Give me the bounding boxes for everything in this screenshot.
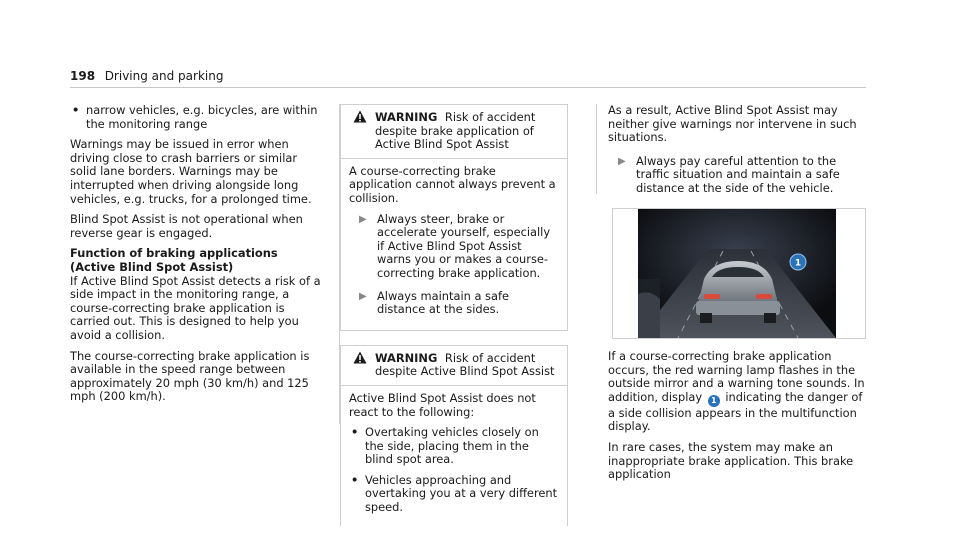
paragraph: Blind Spot Assist is not operational when reverse gear is engaged. — [70, 212, 303, 240]
warning-title: Risk of accident despite brake application of Active Blind Spot Assist — [375, 110, 536, 152]
list-item: • Vehicles approaching and overtaking you at a very different speed. — [351, 472, 558, 515]
warning-box — [340, 104, 568, 331]
callout-badge: 1 — [708, 395, 720, 407]
header-divider — [70, 87, 866, 88]
page-header — [70, 70, 223, 88]
column-right-lower — [608, 350, 866, 489]
bullet-icon: • — [351, 472, 359, 487]
paragraph: As a result, Active Blind Spot Assist may neither give warnings nor intervene in such situations. — [608, 103, 857, 145]
warning-body — [341, 386, 567, 526]
bullet-icon: • — [351, 425, 359, 440]
paragraph: If a course-correcting brake application occurs, the red warning lamp flashes in the outside mirror and a warning tone sounds. In addition, display 1 indicating the danger of a side collision appears in the multifunction display. — [608, 349, 865, 434]
paragraph: Warnings may be issued in error when driving close to crash barriers or similar solid lane borders. Warnings may be interrupted when driving alongside long vehicles, e.g. trucks, for a prolonged time. — [70, 137, 312, 206]
arrow-right-icon: ▶ — [359, 213, 367, 225]
action-item: ▶ Always maintain a safe distance at the sides. — [359, 288, 509, 317]
action-item: ▶ Always steer, brake or accelerate yourself, especially if Active Blind Spot Assist warns you or makes a course-correcting brake application. — [359, 211, 551, 280]
section-heading: Function of braking applications (Active Blind Spot Assist) — [70, 246, 278, 274]
figure-callout: 1 — [794, 258, 802, 269]
figure-frame — [612, 208, 866, 339]
blind-spot-display-illustration — [638, 209, 836, 338]
bullet-icon: • — [72, 103, 80, 117]
warning-box — [340, 345, 568, 526]
arrow-right-icon: ▶ — [618, 155, 626, 167]
column-left — [70, 104, 326, 411]
car-illustration — [638, 209, 836, 338]
warning-header — [341, 105, 567, 159]
paragraph: The course-correcting brake application is available in the speed range between approximately 20 mph (30 km/h) and 125 mph (200 km/h). — [70, 348, 310, 404]
arrow-right-icon: ▶ — [359, 290, 367, 302]
column-divider — [596, 104, 597, 194]
warning-label: WARNING — [375, 110, 438, 124]
paragraph: Active Blind Spot Assist does not react to the following: — [349, 390, 536, 419]
column-middle — [340, 104, 568, 526]
warning-label: WARNING — [375, 350, 438, 365]
list-item: • Overtaking vehicles closely on the side, placing them in the blind spot area. — [351, 425, 539, 467]
paragraph: If Active Blind Spot Assist detects a risk of a side impact in the monitoring range, a course-correcting brake application is carried out. This is designed to help you avoid a collision. — [70, 273, 321, 342]
list-item: • narrow vehicles, e.g. bicycles, are within the monitoring range — [72, 103, 318, 131]
warning-triangle-icon — [353, 351, 367, 364]
warning-body — [341, 159, 567, 330]
page-number: 198 — [70, 69, 96, 83]
action-item: ▶ Always pay careful attention to the traffic situation and maintain a safe distance at the side of the vehicle. — [618, 153, 840, 195]
column-right — [608, 104, 866, 205]
warning-header — [341, 346, 567, 386]
warning-title: Risk of accident despite Active Blind Spot Assist — [375, 350, 555, 379]
section-title: Driving and parking — [104, 69, 224, 83]
warning-triangle-icon — [353, 110, 367, 123]
paragraph: In rare cases, the system may make an inappropriate brake application. This brake application — [608, 439, 854, 482]
paragraph: A course-correcting brake application cannot always prevent a collision. — [349, 163, 556, 205]
